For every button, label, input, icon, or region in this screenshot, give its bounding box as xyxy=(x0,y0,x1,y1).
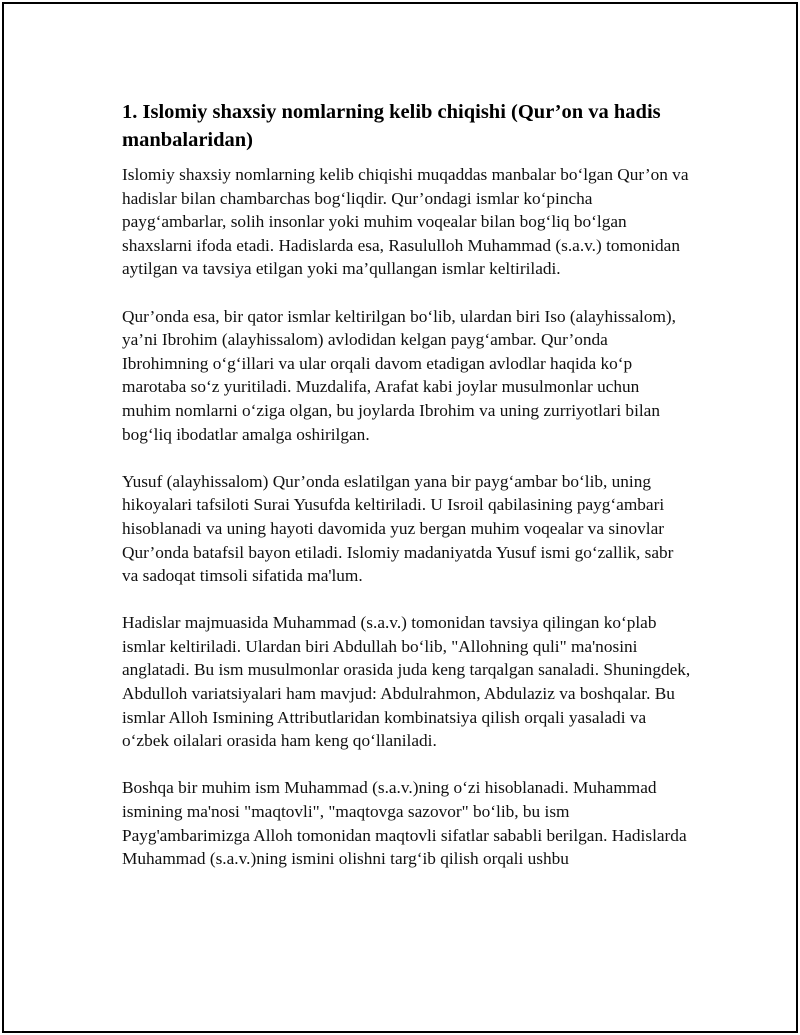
paragraph-muhammad-name: Boshqa bir muhim ism Muhammad (s.a.v.)ning o‘zi hisoblanadi. Muhammad ismining ma'nosi "maqtovli", "maqtovga sazovor" bo‘lib, bu ism Payg'ambarimizga Alloh tomonidan maqtovli sifatlar sababli berilgan. Hadislarda Muhammad (s.a.v.)ning ismini olishni targ‘ib qilish orqali ushbu xyxy=(122,778,687,869)
section-heading: 1. Islomiy shaxsiy nomlarning kelib chiqishi (Qur’on va hadis manbalaridan) xyxy=(122,101,661,151)
paragraph-quran-names: Qur’onda esa, bir qator ismlar keltirilgan bo‘lib, ulardan biri Iso (alayhissalom), ya’ni Ibrohim (alayhissalom) avlodidan kelgan payg‘ambar. Qur’onda Ibrohimning o‘g‘illari va ular orqali davom etadigan avlodlar haqida ko‘p marotaba so‘z yuritiladi. Muzdalifa, Arafat kabi joylar musulmonlar uchun muhim nomlarni o‘ziga olgan, bu joylarda Ibrohim va uning zurriyotlari bilan bog‘liq ibodatlar amalga oshirilgan. xyxy=(122,306,676,444)
paragraph-yusuf: Yusuf (alayhissalom) Qur’onda eslatilgan yana bir payg‘ambar bo‘lib, uning hikoyalari tafsiloti Surai Yusufda keltiriladi. U Isroil qabilasining payg‘ambari hisoblanadi va uning hayoti davomida yuz bergan muhim voqealar va sinovlar Qur’onda batafsil bayon etiladi. Islomiy madaniyatda Yusuf ismi go‘zallik, sabr va sadoqat timsoli sifatida ma'lum. xyxy=(122,471,674,586)
document-body xyxy=(122,98,692,894)
paragraph-hadith-names: Hadislar majmuasida Muhammad (s.a.v.) tomonidan tavsiya qilingan ko‘plab ismlar keltiriladi. Ulardan biri Abdullah bo‘lib, "Allohning quli" ma'nosini anglatadi. Bu ism musulmonlar orasida juda keng tarqalgan sanaladi. Shuningdek, Abdulloh variatsiyalari ham mavjud: Abdulrahmon, Abdulaziz va boshqalar. Bu ismlar Alloh Ismining Attributlaridan kombinatsiya qilish orqali yasaladi va o‘zbek oilalari orasida ham keng qo‘llaniladi. xyxy=(122,613,691,751)
paragraph-origins-overview: Islomiy shaxsiy nomlarning kelib chiqishi muqaddas manbalar bo‘lgan Qur’on va hadislar bilan chambarchas bog‘liqdir. Qur’ondagi ismlar ko‘pincha payg‘ambarlar, solih insonlar yoki muhim voqealar bilan bog‘liq bo‘lgan shaxslarni ifoda etadi. Hadislarda esa, Rasululloh Muhammad (s.a.v.) tomonidan aytilgan va tavsiya etilgan yoki ma’qullangan ismlar keltiriladi. xyxy=(122,165,689,279)
page-frame xyxy=(2,2,798,1033)
